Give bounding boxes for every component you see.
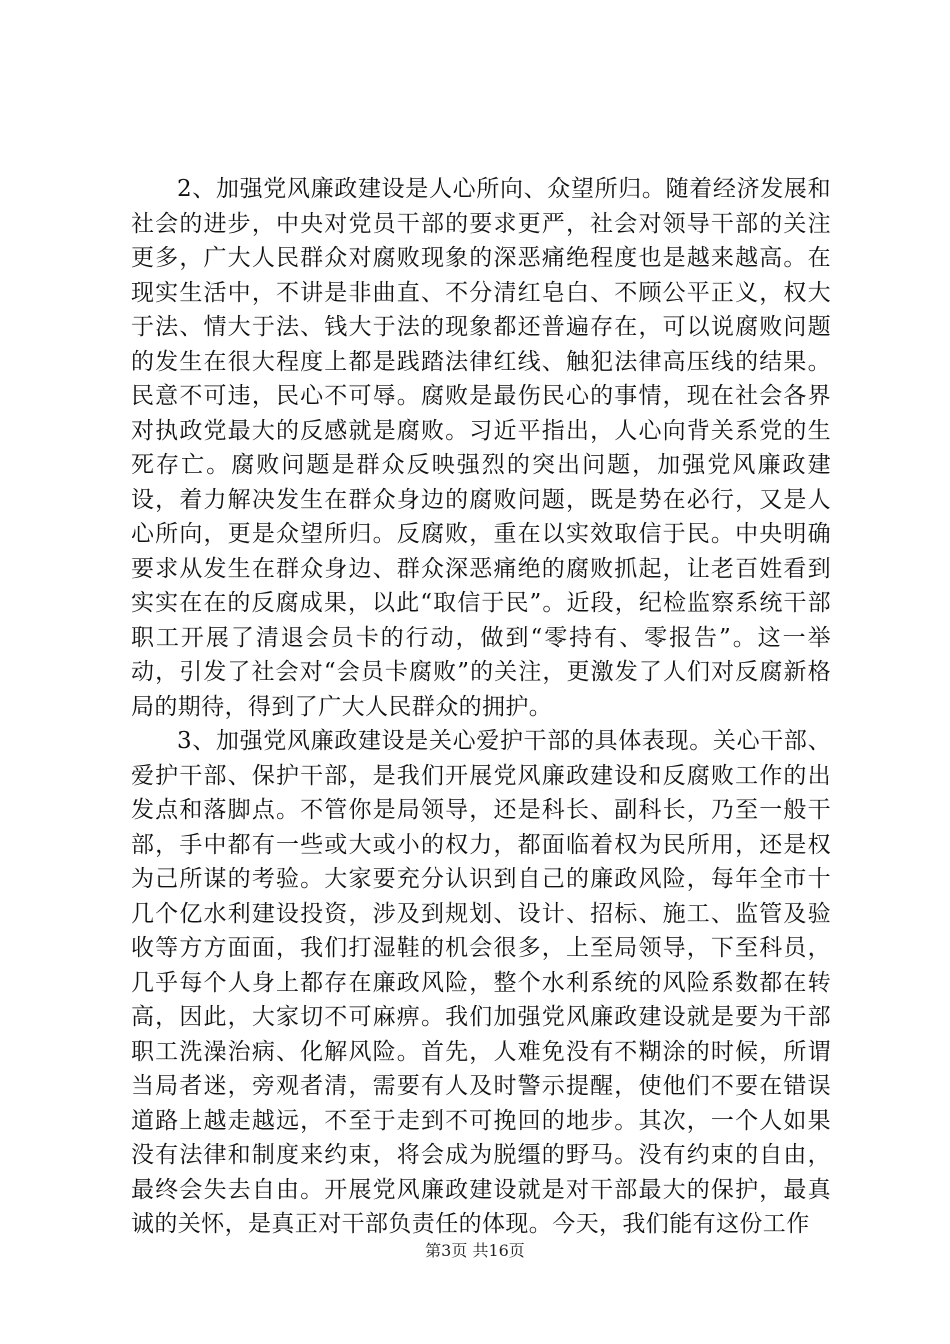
page-footer: 第3页 共16页 xyxy=(425,1241,525,1260)
document-body xyxy=(131,172,831,1242)
paragraph-2: 2、加强党风廉政建设是人心所向、众望所归。随着经济发展和社会的进步，中央对党员干部的要求更严，社会对领导干部的关注更多，广大人民群众对腐败现象的深恶痛绝程度也是越来越高。在现实生活中，不讲是非曲直、不分清红皂白、不顾公平正义，权大于法、情大于法、钱大于法的现象都还普遍存在，可以说腐败问题的发生在很大程度上都是践踏法律红线、触犯法律高压线的结果。民意不可违，民心不可辱。腐败是最伤民心的事情，现在社会各界对执政党最大的反感就是腐败。习近平指出，人心向背关系党的生死存亡。腐败问题是群众反映强烈的突出问题，加强党风廉政建设，着力解决发生在群众身边的腐败问题，既是势在必行，又是人心所向，更是众望所归。反腐败，重在以实效取信于民。中央明确要求从发生在群众身边、群众深恶痛绝的腐败抓起，让老百姓看到实实在在的反腐成果，以此“取信于民”。近段，纪检监察系统干部职工开展了清退会员卡的行动，做到“零持有、零报告”。这一举动，引发了社会对“会员卡腐败”的关注，更激发了人们对反腐新格局的期待，得到了广大人民群众的拥护。 xyxy=(131,176,831,720)
paragraph-3: 3、加强党风廉政建设是关心爱护干部的具体表现。关心干部、爱护干部、保护干部，是我们开展党风廉政建设和反腐败工作的出发点和落脚点。不管你是局领导，还是科长、副科长，乃至一般干部，手中都有一些或大或小的权力，都面临着权为民所用，还是权为己所谋的考验。大家要充分认识到自己的廉政风险，每年全市十几个亿水利建设投资，涉及到规划、设计、招标、施工、监管及验收等方方面面，我们打湿鞋的机会很多，上至局领导，下至科员，几乎每个人身上都存在廉政风险，整个水利系统的风险系数都在转高，因此，大家切不可麻痹。我们加强党风廉政建设就是要为干部职工洗澡治病、化解风险。首先，人难免没有不糊涂的时候，所谓当局者迷，旁观者清，需要有人及时警示提醒，使他们不要在错误道路上越走越远，不至于走到不可挽回的地步。其次，一个人如果没有法律和制度来约束，将会成为脱缰的野马。没有约束的自由，最终会失去自由。开展党风廉政建设就是对干部最大的保护，最真诚的关怀，是真正对干部负责任的体现。今天，我们能有这份工作 xyxy=(131,728,831,1237)
